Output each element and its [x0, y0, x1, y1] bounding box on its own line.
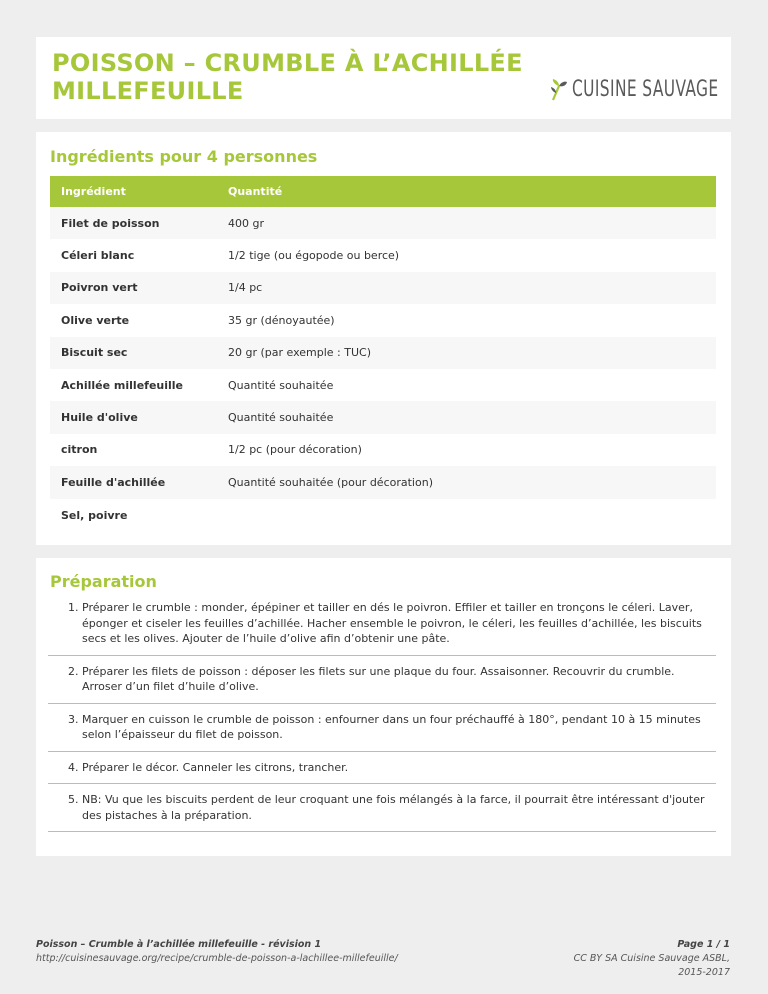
ingredients-title: Ingrédients pour 4 personnes [50, 147, 318, 166]
ingredient-name: Huile d'olive [50, 401, 217, 433]
ingredient-quantity: 400 gr [217, 207, 716, 239]
table-row [50, 434, 716, 466]
preparation-steps [68, 600, 716, 840]
footer-doc-title: Poisson – Crumble à l’achillée millefeuille - révision 1 [36, 939, 322, 950]
license-line-1: CC BY SA Cuisine Sauvage ASBL, [573, 953, 730, 964]
header-card [36, 37, 731, 119]
ingredient-quantity: Quantité souhaitée (pour décoration) [217, 466, 716, 498]
step-text: Préparer les filets de poisson : déposer les filets sur une plaque du four. Assaisonner. Recouvrir du crumble. Arroser d’un filet d’huile d’olive. [82, 664, 675, 693]
table-row [50, 466, 716, 498]
ingredient-name: citron [61, 443, 98, 457]
step-text: NB: Vu que les biscuits perdent de leur croquant une fois mélangés à la farce, il pourrait être intéressant d'jouter des pistaches à la préparation. [82, 793, 705, 822]
page-title [52, 49, 523, 105]
column-header-ingredient: Ingrédient [50, 176, 217, 207]
step-text: Préparer le décor. Canneler les citrons, trancher. [82, 760, 349, 774]
title-line-1: POISSON – CRUMBLE À L’ACHILLÉE [52, 49, 523, 77]
ingredient-name: Feuille d'achillée [50, 466, 217, 498]
table-row [50, 239, 716, 271]
ingredient-name: Biscuit sec [50, 337, 217, 369]
ingredient-name: Filet de poisson [50, 207, 217, 239]
page-number: Page 1 / 1 [677, 939, 730, 950]
table-header-row [50, 176, 716, 207]
table-row [50, 304, 716, 336]
ingredient-quantity: 20 gr (par exemple : TUC) [217, 337, 716, 369]
table-row [50, 207, 716, 239]
table-row [50, 401, 716, 433]
table-row [50, 337, 716, 369]
ingredients-table [50, 176, 716, 499]
ingredients-card [36, 132, 731, 545]
list-item: 5. NB: Vu que les biscuits perdent de leur croquant une fois mélangés à la farce, il pourrait être intéressant d'jouter des pistaches à la préparation. [48, 792, 716, 832]
preparation-title: Préparation [50, 572, 157, 591]
ingredient-name: Poivron vert [50, 272, 217, 304]
table-row [50, 369, 716, 401]
ingredient-quantity: 1/2 pc (pour décoration) [228, 443, 362, 457]
ingredient-name: Céleri blanc [61, 249, 135, 263]
preparation-card [36, 558, 731, 856]
title-line-2: MILLEFEUILLE [52, 77, 244, 105]
ingredient-name: Achillée millefeuille [61, 378, 184, 392]
footer-url-link[interactable]: http://cuisinesauvage.org/recipe/crumble-de-poisson-a-lachillee-millefeuille/ [36, 953, 398, 964]
brand-logo [549, 77, 717, 102]
ingredient-quantity: 1/2 tige (ou égopode ou berce) [228, 249, 400, 263]
footer-right [574, 938, 730, 980]
table-row [50, 272, 716, 304]
footer-left [36, 938, 398, 966]
logo-text: CUISINE SAUVAGE [572, 77, 719, 102]
list-item: 2. Préparer les filets de poisson : déposer les filets sur une plaque du four. Assaisonner. Recouvrir du crumble. Arroser d’un filet d’huile d’olive. [48, 664, 716, 704]
ingredient-quantity: Quantité souhaitée [217, 401, 716, 433]
license-line-2: 2015-2017 [678, 967, 730, 978]
ingredient-quantity: Quantité souhaitée [228, 378, 334, 392]
step-text: Préparer le crumble : monder, épépiner et tailler en dés le poivron. Effiler et tailler en tronçons le céleri. Laver, éponger et ciseler les feuilles d’achillée. Hacher ensemble le poivron, le céleri, les feuilles d’achillée, les biscuits secs et les olives. Ajouter de l’huile d’olive afin d’obtenir une pâte. [82, 601, 702, 645]
ingredient-quantity: 1/4 pc [217, 272, 716, 304]
column-header-quantity: Quantité [217, 176, 716, 207]
list-item: 1. Préparer le crumble : monder, épépiner et tailler en dés le poivron. Effiler et tailler en tronçons le céleri. Laver, éponger et ciseler les feuilles d’achillée. Hacher ensemble le poivron, le céleri, les feuilles d’achillée, les biscuits secs et les olives. Ajouter de l’huile d’olive afin d’obtenir une pâte. [48, 600, 716, 656]
list-item: 3. Marquer en cuisson le crumble de poisson : enfourner dans un four préchauffé à 180°, pendant 10 à 15 minutes selon l’épaisseur du filet de poisson. [48, 712, 716, 752]
step-text: Marquer en cuisson le crumble de poisson : enfourner dans un four préchauffé à 180°, pendant 10 à 15 minutes selon l’épaisseur du filet de poisson. [82, 712, 701, 741]
seasoning-note: Sel, poivre [61, 509, 128, 522]
ingredient-quantity: 35 gr (dénoyautée) [228, 313, 335, 327]
leaf-logo-icon [549, 78, 569, 102]
ingredient-name: Olive verte [61, 313, 130, 327]
list-item: 4. Préparer le décor. Canneler les citrons, trancher. [48, 760, 716, 785]
